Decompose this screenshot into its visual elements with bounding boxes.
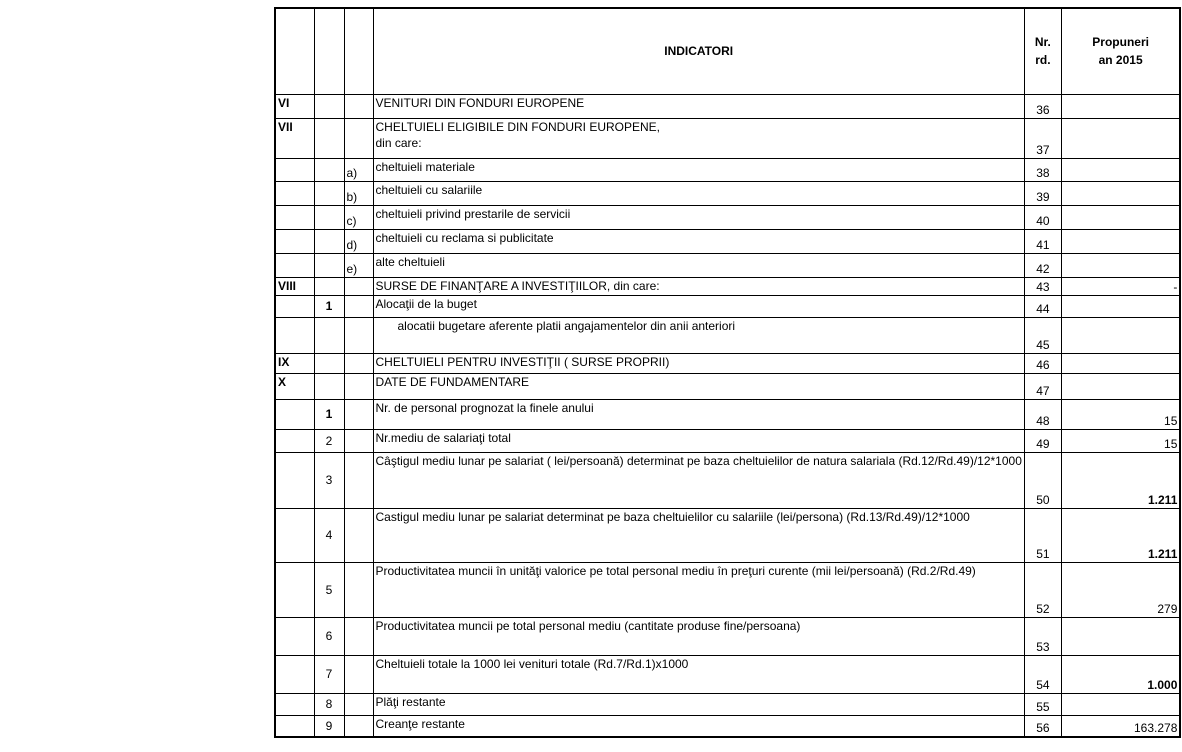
table-row [275,94,1180,118]
row-section-number: VIII [275,277,314,295]
row-sub-number: 1 [314,399,344,429]
row-number: 39 [1024,181,1061,205]
row-description: Câştigul mediu lunar pe salariat ( lei/persoană) determinat pe baza cheltuielilor de natura salariala (Rd.12/Rd.49)/12*1000 [373,452,1024,508]
row-value: 163.278 [1061,715,1180,737]
table-row [275,158,1180,181]
row-number: 41 [1024,229,1061,253]
row-value [1061,158,1180,181]
row-letter [344,693,373,715]
row-value [1061,693,1180,715]
table-row [275,399,1180,429]
row-number: 37 [1024,118,1061,158]
header-prop-line2: an 2015 [1098,53,1143,68]
table-row [275,373,1180,399]
row-sub-number [314,158,344,181]
row-description: cheltuieli cu reclama si publicitate [373,229,1024,253]
row-letter [344,94,373,118]
row-number: 54 [1024,655,1061,693]
row-description: Creanţe restante [373,715,1024,737]
header-blank-2 [314,8,344,94]
row-number: 49 [1024,429,1061,452]
row-value [1061,317,1180,353]
row-letter [344,562,373,617]
row-description: alocatii bugetare aferente platii angajamentelor din anii anteriori [373,317,1024,353]
row-section-number [275,562,314,617]
row-letter: b) [344,181,373,205]
row-section-number [275,399,314,429]
row-description: DATE DE FUNDAMENTARE [373,373,1024,399]
row-number: 44 [1024,295,1061,317]
row-letter [344,399,373,429]
table-row [275,118,1180,158]
table-row [275,715,1180,737]
table-row [275,253,1180,277]
row-number: 55 [1024,693,1061,715]
table-row [275,205,1180,229]
row-number: 48 [1024,399,1061,429]
row-number: 46 [1024,353,1061,373]
row-description: Castigul mediu lunar pe salariat determinat pe baza cheltuielilor cu salariile (lei/persona) (Rd.13/Rd.49)/12*1000 [373,508,1024,562]
row-value [1061,229,1180,253]
row-section-number [275,508,314,562]
row-description: cheltuieli cu salariile [373,181,1024,205]
row-section-number [275,158,314,181]
row-sub-number [314,277,344,295]
table-row [275,693,1180,715]
table-row [275,229,1180,253]
row-number: 42 [1024,253,1061,277]
header-row [275,8,1180,94]
row-description: Cheltuieli totale la 1000 lei venituri totale (Rd.7/Rd.1)x1000 [373,655,1024,693]
row-sub-number [314,229,344,253]
row-value [1061,94,1180,118]
row-letter [344,317,373,353]
row-letter [344,617,373,655]
table-row [275,353,1180,373]
row-number: 47 [1024,373,1061,399]
row-letter [344,118,373,158]
row-section-number [275,617,314,655]
row-section-number: VI [275,94,314,118]
row-description: SURSE DE FINANŢARE A INVESTIŢIILOR, din care: [373,277,1024,295]
row-description: Plăţi restante [373,693,1024,715]
row-number: 45 [1024,317,1061,353]
row-number: 43 [1024,277,1061,295]
row-value: 1.211 [1061,452,1180,508]
row-section-number: X [275,373,314,399]
row-number: 52 [1024,562,1061,617]
row-section-number [275,205,314,229]
row-value: 1.000 [1061,655,1180,693]
row-section-number: VII [275,118,314,158]
header-indicatori: INDICATORI [373,8,1024,94]
row-sub-number [314,205,344,229]
row-letter [344,508,373,562]
row-sub-number: 7 [314,655,344,693]
row-letter [344,429,373,452]
row-sub-number: 6 [314,617,344,655]
row-number: 51 [1024,508,1061,562]
row-letter [344,277,373,295]
row-value [1061,205,1180,229]
row-description: alte cheltuieli [373,253,1024,277]
row-letter [344,715,373,737]
row-section-number [275,655,314,693]
row-letter: c) [344,205,373,229]
row-value: 15 [1061,399,1180,429]
row-number: 40 [1024,205,1061,229]
row-value [1061,295,1180,317]
row-section-number [275,181,314,205]
row-number: 38 [1024,158,1061,181]
row-description: CHELTUIELI PENTRU INVESTIŢII ( SURSE PROPRII) [373,353,1024,373]
row-letter: e) [344,253,373,277]
row-number: 53 [1024,617,1061,655]
row-section-number [275,452,314,508]
table-row [275,181,1180,205]
row-value [1061,181,1180,205]
table-row [275,508,1180,562]
row-value: 1.211 [1061,508,1180,562]
header-propuneri [1061,8,1180,94]
row-section-number [275,229,314,253]
row-description: CHELTUIELI ELIGIBILE DIN FONDURI EUROPENE, din care: [373,118,1024,158]
row-letter: a) [344,158,373,181]
table-row [275,295,1180,317]
header-prop-line1: Propuneri [1092,35,1149,50]
row-sub-number: 9 [314,715,344,737]
header-blank-3 [344,8,373,94]
row-description: VENITURI DIN FONDURI EUROPENE [373,94,1024,118]
row-value [1061,253,1180,277]
row-section-number [275,429,314,452]
header-nr-line2: rd. [1035,53,1051,68]
header-blank-1 [275,8,314,94]
header-nr-line1: Nr. [1034,35,1051,50]
row-section-number [275,295,314,317]
header-nr-rd [1024,8,1061,94]
table-row [275,655,1180,693]
row-letter [344,295,373,317]
row-number: 36 [1024,94,1061,118]
table-row [275,429,1180,452]
row-description: cheltuieli privind prestarile de servicii [373,205,1024,229]
table-row [275,562,1180,617]
row-value: - [1061,277,1180,295]
row-value: 279 [1061,562,1180,617]
row-letter: d) [344,229,373,253]
row-value [1061,373,1180,399]
row-description: cheltuieli materiale [373,158,1024,181]
row-section-number: IX [275,353,314,373]
table-row [275,317,1180,353]
row-letter [344,373,373,399]
row-description: Alocaţii de la buget [373,295,1024,317]
row-sub-number: 5 [314,562,344,617]
row-sub-number [314,253,344,277]
row-sub-number [314,353,344,373]
row-section-number [275,715,314,737]
row-sub-number [314,94,344,118]
table-row [275,617,1180,655]
indicators-table [274,7,1181,738]
table-row [275,452,1180,508]
row-description: Nr. de personal prognozat la finele anului [373,399,1024,429]
row-letter [344,655,373,693]
row-sub-number: 2 [314,429,344,452]
row-value [1061,118,1180,158]
row-number: 56 [1024,715,1061,737]
row-sub-number: 8 [314,693,344,715]
row-sub-number [314,118,344,158]
row-description: Productivitatea muncii în unităţi valorice pe total personal mediu în preţuri curente (mii lei/persoană) (Rd.2/Rd.49) [373,562,1024,617]
row-sub-number [314,373,344,399]
row-description: Nr.mediu de salariaţi total [373,429,1024,452]
row-sub-number [314,317,344,353]
row-value [1061,353,1180,373]
row-letter [344,353,373,373]
row-description: Productivitatea muncii pe total personal mediu (cantitate produse fine/persoana) [373,617,1024,655]
table-row [275,277,1180,295]
row-value: 15 [1061,429,1180,452]
row-number: 50 [1024,452,1061,508]
row-section-number [275,317,314,353]
row-section-number [275,693,314,715]
row-sub-number [314,181,344,205]
row-value [1061,617,1180,655]
row-letter [344,452,373,508]
row-sub-number: 1 [314,295,344,317]
row-section-number [275,253,314,277]
row-sub-number: 3 [314,452,344,508]
row-sub-number: 4 [314,508,344,562]
